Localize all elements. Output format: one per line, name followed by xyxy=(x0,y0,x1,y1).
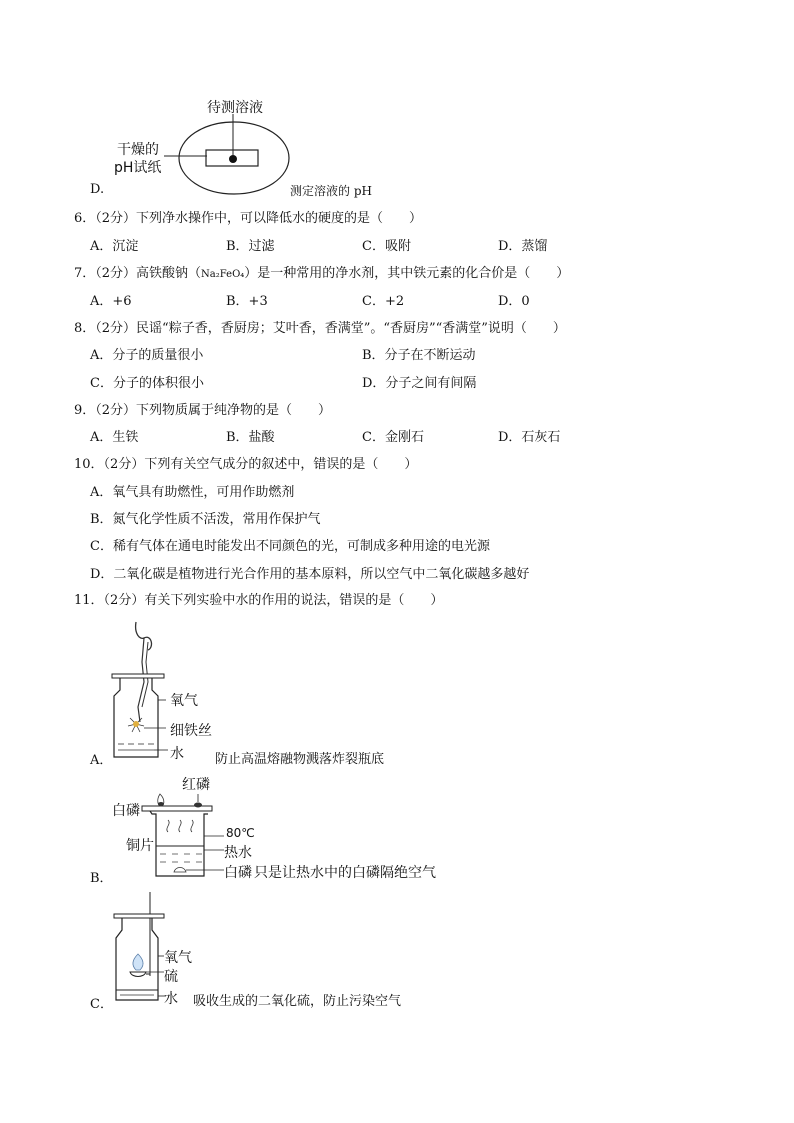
q9-option-d[interactable]: D．石灰石 xyxy=(498,430,561,445)
label-solution: 待测溶液 xyxy=(207,100,263,116)
q6-option-d[interactable]: D．蒸馏 xyxy=(498,239,548,254)
q9-option-a[interactable]: A．生铁 xyxy=(90,430,139,445)
q6-option-c[interactable]: C．吸附 xyxy=(362,239,411,254)
q10-option-a[interactable]: A．氧气具有助燃性，可用作助燃剂 xyxy=(90,485,295,500)
q8-option-b[interactable]: B．分子在不断运动 xyxy=(362,348,476,363)
11b-label-temp: 80℃ xyxy=(226,826,255,840)
question-10-stem: 10．（2分）下列有关空气成分的叙述中，错误的是（ ） xyxy=(74,457,418,472)
figure-11b xyxy=(140,784,230,880)
question-7-stem xyxy=(74,262,569,281)
11c-label-oxygen: 氧气 xyxy=(164,950,192,966)
question-8-stem: 8．（2分）民谣“粽子香，香厨房；艾叶香，香满堂”。“香厨房”“香满堂”说明（ ） xyxy=(74,321,566,336)
option-d-letter: D. xyxy=(90,182,105,197)
q9-option-c[interactable]: C．金刚石 xyxy=(362,430,424,445)
q10-option-d[interactable]: D．二氧化碳是植物进行光合作用的基本原料，所以空气中二氧化碳越多越好 xyxy=(90,567,530,582)
11a-letter[interactable]: A． xyxy=(90,753,113,768)
q10-option-c[interactable]: C．稀有气体在通电时能发出不同颜色的光，可制成多种用途的电光源 xyxy=(90,539,490,554)
q7-option-b[interactable]: B．+3 xyxy=(226,294,268,309)
11b-letter[interactable]: B． xyxy=(90,871,113,886)
11c-label-water: 水 xyxy=(164,991,178,1007)
q6-option-a[interactable]: A．沉淀 xyxy=(90,239,139,254)
q7-option-d[interactable]: D．0 xyxy=(498,294,530,309)
11b-label-white-phosphorus-bottom: 白磷 xyxy=(224,865,252,881)
q7-option-c[interactable]: C．+2 xyxy=(362,294,405,309)
figure-d-caption: 测定溶液的 pH xyxy=(290,184,372,198)
11b-label-copper: 铜片 xyxy=(126,838,154,854)
11b-caption: 只是让热水中的白磷隔绝空气 xyxy=(254,865,436,881)
11a-caption: 防止高温熔融物溅落炸裂瓶底 xyxy=(215,752,385,767)
q8-option-c[interactable]: C．分子的体积很小 xyxy=(90,376,204,391)
11b-label-hot-water: 热水 xyxy=(224,845,252,861)
11c-letter[interactable]: C． xyxy=(90,997,113,1012)
question-9-stem: 9．（2分）下列物质属于纯净物的是（ ） xyxy=(74,403,332,418)
question-6-stem: 6．（2分）下列净水操作中，可以降低水的硬度的是（ ） xyxy=(74,211,423,226)
q7-prefix: 7．（2分）高铁酸钠（ xyxy=(74,266,202,281)
q7-suffix: ）是一种常用的净水剂，其中铁元素的化合价是（ ） xyxy=(244,266,570,281)
q8-option-a[interactable]: A．分子的质量很小 xyxy=(90,348,204,363)
11a-label-water: 水 xyxy=(170,746,184,762)
q9-option-b[interactable]: B．盐酸 xyxy=(226,430,275,445)
11a-label-oxygen: 氧气 xyxy=(170,693,198,709)
11b-label-white-phosphorus-top: 白磷 xyxy=(112,803,140,819)
11a-label-wire: 细铁丝 xyxy=(170,723,212,739)
phosphorus-experiment-diagram xyxy=(140,784,230,880)
label-dry: 干燥的 xyxy=(117,142,159,158)
label-ph-paper: pH试纸 xyxy=(114,160,162,176)
question-11-stem: 11．（2分）有关下列实验中水的作用的说法，错误的是（ ） xyxy=(74,593,444,608)
11c-caption: 吸收生成的二氧化硫，防止污染空气 xyxy=(193,994,402,1009)
11b-label-red-phosphorus: 红磷 xyxy=(182,777,210,793)
q10-option-b[interactable]: B．氮气化学性质不活泼，常用作保护气 xyxy=(90,512,321,527)
q7-formula: Na₂FeO₄ xyxy=(201,269,245,280)
q7-option-a[interactable]: A．+6 xyxy=(90,294,132,309)
q6-option-b[interactable]: B．过滤 xyxy=(226,239,275,254)
11c-label-sulfur: 硫 xyxy=(164,969,178,985)
q8-option-d[interactable]: D．分子之间有间隔 xyxy=(362,376,477,391)
